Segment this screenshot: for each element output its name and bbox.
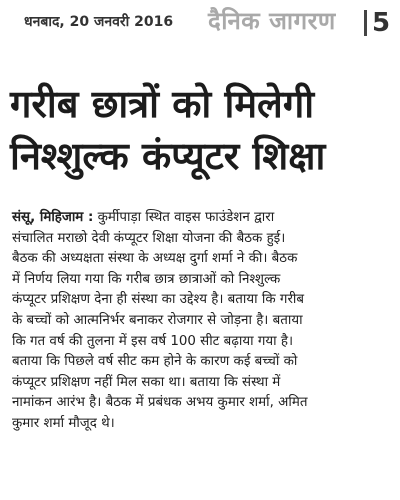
page-number: 5 — [372, 8, 391, 38]
newspaper-name: दैनिक जागरण — [208, 7, 336, 35]
body-line-9: कंप्यूटर प्रशिक्षण नहीं मिल सका था। बताया कि संस्था में — [12, 374, 281, 390]
masthead — [0, 0, 400, 42]
article-location: संसू, मिहिजाम : — [12, 210, 94, 225]
body-line-11: कुमार शर्मा मौजूद थे। — [12, 415, 115, 431]
body-line-10: नामांकन आरंभ है। बैठक में प्रबंधक अभय कुमार शर्मा, अमित — [12, 395, 308, 411]
article-body — [12, 208, 392, 435]
headline-line-2: निश्शुल्क कंप्यूटर शिक्षा — [10, 134, 326, 178]
body-line-1 — [12, 208, 392, 229]
body-line-3: बैठक की अध्यक्षता संस्था के अध्यक्ष दुर्गा शर्मा ने की। बैठक — [12, 251, 298, 267]
body-line-2: संचालित मराछो देवी कंप्यूटर शिक्षा योजना की बैठक हुई। — [12, 230, 286, 246]
headline-line-1: गरीब छात्रों को मिलेगी — [10, 82, 315, 126]
dateline: धनबाद, 20 जनवरी 2016 — [24, 14, 174, 30]
body-line-5: कंप्यूटर प्रशिक्षण देना ही संस्था का उद्देश्य है। बताया कि गरीब — [12, 292, 305, 308]
body-line-4: में निर्णय लिया गया कि गरीब छात्र छात्राओं को निश्शुल्क — [12, 271, 281, 287]
article-headline — [10, 78, 394, 182]
body-line-8: बताया कि पिछले वर्ष सीट कम होने के कारण कई बच्चों को — [12, 354, 298, 370]
body-line-1-text: कुर्मीपाड़ा स्थित वाइस फाउंडेशन द्वारा — [97, 210, 275, 225]
body-line-7: कि गत वर्ष की तुलना में इस वर्ष 100 सीट बढ़ाया गया है। — [12, 333, 294, 349]
page-number-divider — [364, 10, 367, 36]
body-line-6: के बच्चों को आत्मनिर्भर बनाकर रोजगार से जोड़ना है। बताया — [12, 312, 303, 328]
